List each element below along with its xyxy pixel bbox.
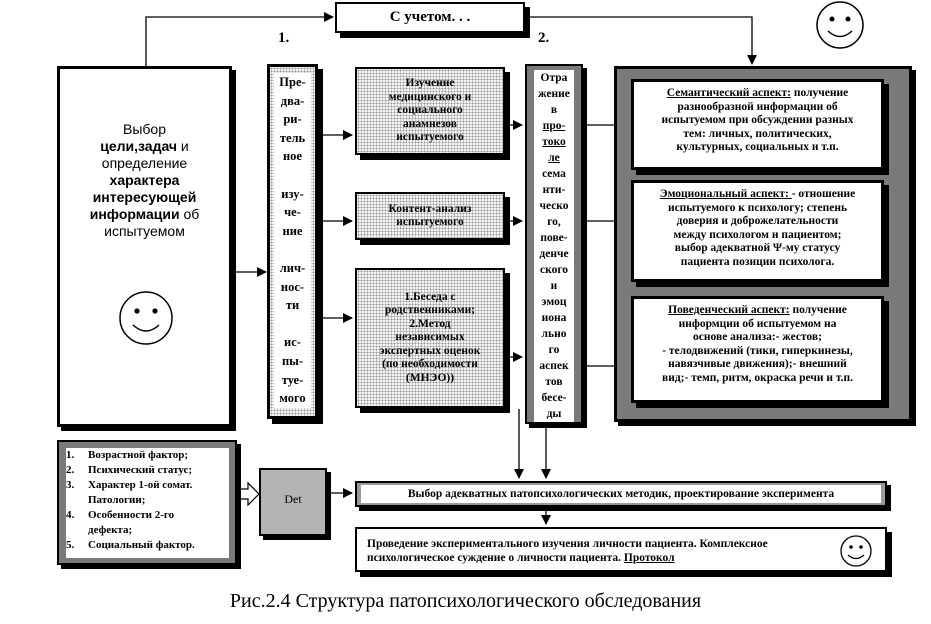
left-goal-line (90, 206, 200, 223)
final-box (355, 527, 887, 572)
top-box-label: С учетом. . . (389, 9, 471, 25)
aspect-line: между психологом и пациентом; (673, 228, 842, 241)
factor-text: дефекта; (88, 524, 133, 536)
aspect-title: Поведенческий аспект: (668, 304, 790, 316)
protocol-reflection-line: токо (542, 136, 566, 148)
factor-number: 3. (66, 479, 75, 491)
aspect-title: Эмоциональный аспект: (659, 188, 792, 200)
aspect-line: пациента позиции психолога. (680, 255, 835, 268)
left-goal-line (102, 155, 187, 172)
aspect-line: навязчивые движения);- внешний (668, 358, 847, 370)
aspect-line: культурных, социальных и т.п. (676, 141, 839, 153)
preliminary-study-line: ти (285, 298, 300, 313)
factor-item (66, 478, 229, 493)
methods-label: Выбор адекватных патопсихологических методик, проектирование эксперимента (407, 488, 835, 500)
middle-box-line: 1.Беседа с (404, 290, 456, 303)
preliminary-study-line: ние (282, 223, 303, 238)
protocol-reflection-line: денче (539, 248, 569, 260)
aspect-line: получение (789, 304, 847, 316)
preliminary-study-line: два- (280, 93, 305, 108)
content-analysis-box (355, 192, 505, 240)
factor-text: Характер 1-ой сомат. (88, 479, 193, 491)
aspect-line: тем: личных, политических, (683, 127, 832, 140)
left-goal-line (110, 172, 180, 189)
middle-box-line: независимых (395, 331, 465, 344)
middle-box-line: (МНЭО)) (405, 371, 455, 384)
preliminary-study-line: лич- (279, 260, 306, 275)
preliminary-study-line: че- (284, 205, 301, 220)
arrow-top-to-aspects (528, 17, 752, 64)
preliminary-study-line: ис- (284, 335, 301, 350)
preliminary-study-column (267, 64, 318, 419)
middle-box-line: родственниками; (384, 304, 476, 317)
preliminary-study-line: изу- (281, 186, 304, 201)
left-goal-line (104, 223, 185, 240)
left-goal-box (57, 66, 232, 427)
aspect-line: получение (790, 87, 849, 99)
factor-number (66, 493, 88, 508)
factor-item (66, 448, 229, 463)
left-goal-line-text: Выбор (123, 121, 166, 137)
protocol-link[interactable]: Протокол (623, 552, 675, 564)
factor-text: Особенности 2-го (88, 509, 175, 521)
protocol-reflection-line: иона (541, 312, 567, 324)
smiley-face-icon (839, 534, 873, 568)
left-goal-line-text: испытуемом (104, 223, 185, 239)
factor-item (66, 508, 229, 523)
preliminary-study-line: Пре- (279, 75, 306, 89)
aspect-line: вид;- темп, ритм, окраска речи и т.п. (662, 371, 853, 384)
protocol-reflection-line: бесе- (541, 392, 567, 404)
left-goal-line (123, 121, 166, 138)
protocol-reflection-line: пове- (540, 232, 568, 244)
factor-item (66, 523, 229, 538)
protocol-reflection-line: эмоц (541, 296, 567, 308)
aspect-line: - телодвижений (тики, гиперкинезы, (662, 344, 853, 357)
protocol-reflection-line: жение (538, 88, 570, 100)
protocol-reflection-line: про- (542, 120, 566, 132)
protocol-reflection-line: ского (539, 264, 568, 276)
anamnesis-box (355, 67, 505, 155)
final-line-2: психологическое суждение о личности пациента. (367, 552, 624, 564)
left-goal-line-text: информации (89, 206, 180, 222)
protocol-reflection-line: ческо (539, 200, 569, 212)
preliminary-study-line: мого (279, 391, 306, 406)
protocol-reflection-line: Отра (540, 72, 568, 84)
det-label: Det (284, 491, 302, 506)
middle-box-line: Контент-анализ (388, 202, 472, 215)
aspect-title: Семантический аспект: (666, 87, 791, 99)
protocol-reflection-line: го (548, 344, 560, 356)
aspect-line: доверия и доброжелательности (676, 215, 839, 227)
factor-text: Социальный фактор. (88, 539, 195, 551)
aspect-line: испытуемого к психологу; степень (667, 201, 848, 214)
smiley-face-icon (815, 0, 865, 52)
left-goal-line-text: интересующей (92, 189, 197, 205)
middle-box-line: испытуемого (396, 216, 464, 228)
top-box (335, 2, 525, 33)
aspect-line: основе анализа:- жестов; (693, 331, 822, 343)
factor-number: 5. (66, 539, 75, 551)
left-goal-text (60, 121, 229, 240)
preliminary-study-line: ное (282, 149, 302, 164)
protocol-reflection-line: аспек (539, 360, 569, 372)
protocol-reflection-line: нти- (542, 184, 566, 196)
factor-number: 2. (66, 464, 75, 476)
protocol-reflection-line: го, (547, 216, 561, 228)
protocol-reflection-column (525, 64, 583, 424)
aspect-line: информции об испытуемом на (678, 317, 837, 330)
factor-number (66, 523, 88, 538)
left-goal-line (100, 138, 189, 155)
semantic-aspect-box (631, 79, 884, 170)
protocol-reflection-line: в (550, 104, 558, 116)
protocol-reflection-line: и (550, 280, 558, 292)
factor-item (66, 538, 229, 553)
protocol-reflection-line: ды (546, 408, 562, 420)
figure-caption: Рис.2.4 Структура патопсихологического обследования (229, 590, 702, 612)
methods-box (355, 481, 887, 507)
preliminary-study-line: туе- (281, 372, 304, 387)
factors-box (57, 440, 237, 565)
middle-box-line: анамнезов (403, 117, 457, 130)
behavioral-aspect-box (631, 296, 884, 403)
preliminary-study-line: нос- (280, 279, 305, 294)
middle-box-line: (по необходимости (382, 358, 478, 371)
left-goal-line-tail: об (179, 206, 200, 222)
middle-box-line: медицинского и (388, 90, 472, 103)
preliminary-study-line: пы- (281, 353, 304, 368)
factor-text: Патологии; (88, 494, 146, 506)
protocol-reflection-text (534, 70, 574, 422)
smiley-face-icon (118, 289, 174, 347)
factor-text: Психический статус; (88, 464, 193, 476)
protocol-reflection-line: сема (542, 168, 566, 180)
middle-box-line: социального (397, 104, 463, 117)
factor-item (66, 463, 229, 478)
protocol-reflection-line: ле (548, 152, 560, 164)
final-line-1: Проведение экспериментального изучения личности пациента. Комплексное (367, 538, 768, 550)
aspect-line: испытуемом при обсуждении разных (661, 114, 854, 126)
factor-number: 4. (66, 509, 75, 521)
arrow-factors-to-det (238, 483, 259, 505)
factors-list (66, 448, 229, 558)
middle-box-line: испытуемого (396, 131, 464, 144)
factor-item (66, 493, 229, 508)
aspect-line: выбор адекватной Ψ-му статусу (674, 242, 841, 254)
left-goal-line-tail: и (177, 138, 189, 154)
step-label-two: 2. (538, 30, 550, 46)
emotional-aspect-box (631, 180, 884, 282)
left-goal-line (93, 189, 197, 206)
factor-text: Возрастной фактор; (88, 449, 189, 461)
aspect-line: - отношение (791, 188, 856, 200)
left-goal-line-text: определение (101, 155, 188, 171)
step-label-one: 1. (278, 30, 290, 46)
middle-box-line: экспертных оценок (379, 344, 481, 357)
det-box (259, 468, 327, 536)
preliminary-study-line: ри- (283, 112, 302, 127)
arrow-left-to-top (146, 17, 333, 66)
left-goal-line-text: цели,задач (100, 138, 178, 154)
preliminary-study-text (274, 73, 311, 408)
preliminary-study-line: тель (279, 130, 306, 145)
middle-box-line: 2.Метод (409, 317, 451, 330)
conversation-box (355, 268, 505, 408)
middle-box-line: Изучение (405, 77, 455, 90)
factor-number: 1. (66, 449, 75, 461)
aspect-line: разнообразной информации об (677, 100, 838, 113)
protocol-reflection-line: льно (541, 328, 567, 340)
left-goal-line-text: характера (109, 172, 180, 188)
protocol-reflection-line: тов (545, 376, 563, 388)
